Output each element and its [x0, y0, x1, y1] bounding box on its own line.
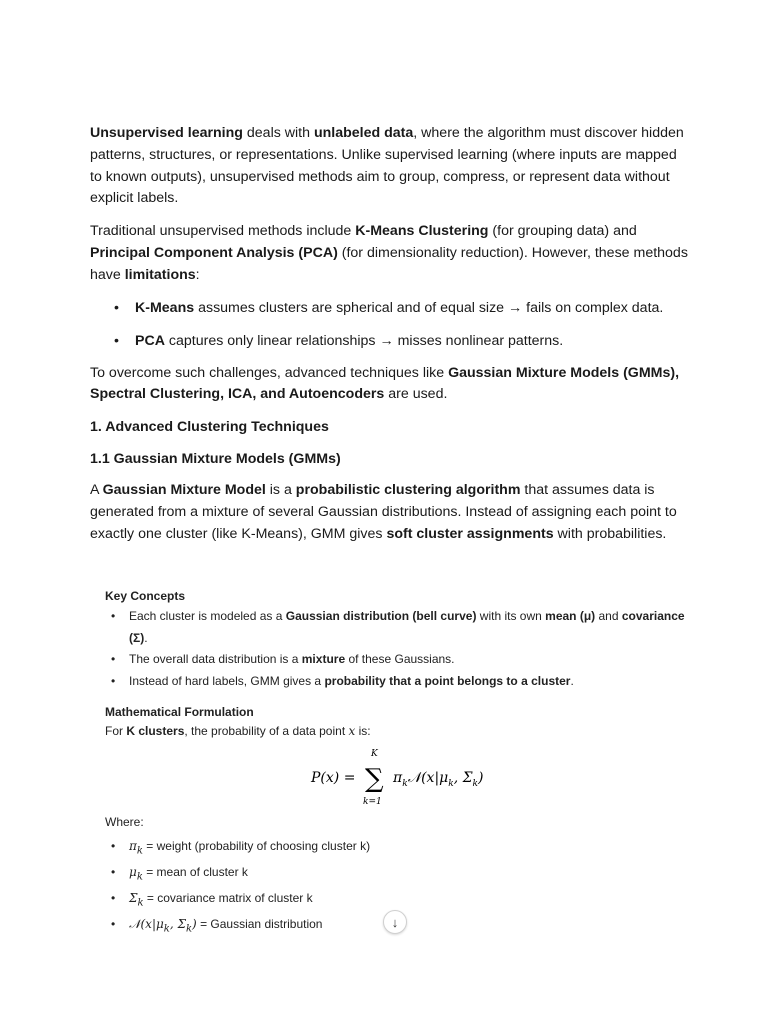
text-run: Each cluster is modeled as a — [129, 609, 286, 623]
bold-term: Gaussian Mixture Models (GMMs), Spectral Clustering, ICA, and Autoencoders — [90, 364, 680, 403]
bullet-icon: • — [111, 839, 116, 853]
embedded-image-content — [105, 588, 685, 940]
where-label: Where: — [105, 815, 144, 829]
math-symbol: μ — [129, 864, 137, 879]
text-run: of these Gaussians. — [345, 652, 455, 666]
text-run: and — [595, 609, 622, 623]
math-symbol: ) — [192, 916, 197, 931]
formula-lhs: P(x) = — [311, 770, 356, 786]
list-item — [90, 330, 690, 352]
text-run: , the probability of a data point — [184, 724, 349, 738]
math-subscript: k — [137, 897, 144, 909]
intro-paragraph-2 — [90, 221, 690, 286]
gmm-formula — [105, 744, 685, 806]
text-run: captures only linear relationships → misses nonlinear patterns. — [164, 332, 564, 349]
text-run: . — [144, 630, 148, 645]
bold-term: K-Means Clustering — [355, 223, 489, 240]
bold-term: K clusters — [126, 724, 185, 738]
bold-term: PCA — [135, 332, 165, 349]
text-run: Instead of hard labels, GMM gives a — [129, 673, 325, 688]
section-heading: 1. Advanced Clustering Techniques — [90, 419, 329, 436]
bold-term: soft cluster assignments — [386, 525, 554, 542]
math-intro-line — [105, 722, 685, 740]
math-formulation-title: Mathematical Formulation — [105, 705, 254, 719]
text-run: For — [105, 724, 127, 738]
bold-term: Principal Component Analysis (PCA) — [90, 244, 338, 261]
bold-term: Gaussian distribution (bell curve) — [285, 609, 477, 623]
bold-term: K-Means — [135, 299, 195, 316]
key-concepts-list — [105, 606, 685, 692]
math-symbol: 𝒩(x|μ — [129, 916, 164, 931]
math-subscript: k — [163, 923, 170, 935]
text-run: are used. — [384, 386, 448, 403]
bullet-icon: • — [111, 864, 116, 879]
bold-term: covariance — [621, 609, 685, 623]
formula-rhs: $\pi_k𝒩(x|\mu_k$, $\Sigma_k$) — [393, 770, 484, 789]
text-run: = mean of cluster k — [142, 864, 248, 879]
intro-paragraph-1 — [90, 123, 690, 210]
document-body — [90, 123, 690, 546]
subsection-heading: 1.1 Gaussian Mixture Models (GMMs) — [90, 451, 341, 468]
text-run: (for dimensionality reduction). However, these methods have — [90, 244, 688, 283]
intro-paragraph-3 — [90, 363, 690, 407]
bold-term: Unsupervised learning — [90, 125, 243, 141]
bold-term: mixture — [301, 652, 346, 666]
bold-term: probabilistic clustering algorithm — [295, 482, 521, 499]
bold-term: unlabeled data — [313, 125, 414, 141]
text-run: (for grouping data) and — [488, 223, 637, 240]
text-run: that assumes data is generated from a mixture of several Gaussian distributions. Instead of assigning each point to exactly one cluster (like K-Means), GMM gives — [90, 482, 677, 542]
bold-term: Gaussian Mixture Model — [102, 482, 266, 499]
key-concepts-title: Key Concepts — [105, 589, 186, 603]
bold-term: (Σ) — [129, 630, 145, 645]
text-run: is a — [265, 482, 296, 499]
bullet-icon: • — [114, 332, 119, 349]
sum-lower-limit: k=1 — [363, 797, 382, 806]
text-run: , where the algorithm must discover hidden patterns, structures, or representations. Unlike supervised learning (where inputs are mapped to known outputs), unsupervised methods aim to group, compress, or represent data without explicit labels. — [90, 125, 684, 207]
math-symbol: , Σ — [169, 916, 186, 931]
text-run: The overall data distribution is a — [129, 652, 302, 666]
math-variable: x — [348, 724, 356, 738]
list-item — [105, 649, 685, 671]
scroll-down-button[interactable] — [383, 910, 407, 934]
formula-graphic — [305, 744, 505, 806]
list-item — [105, 862, 685, 888]
text-run: To overcome such challenges, advanced techniques like — [90, 364, 449, 381]
text-run: deals with — [242, 125, 314, 141]
arrow-down-icon: ↓ — [391, 914, 399, 930]
text-run: with its own — [476, 609, 546, 623]
text-run: = weight (probability of choosing cluster k) — [142, 839, 371, 853]
bold-term: limitations — [124, 266, 196, 283]
bullet-icon: • — [111, 890, 116, 905]
list-item — [105, 836, 685, 862]
list-item — [105, 671, 685, 693]
bold-term: mean (μ) — [545, 609, 596, 623]
text-run: Traditional unsupervised methods include — [90, 223, 356, 240]
text-run: = Gaussian distribution — [196, 916, 323, 931]
text-run: . — [570, 673, 574, 688]
gmm-paragraph — [90, 480, 690, 545]
bold-term: probability that a point belongs to a cluster — [324, 673, 571, 688]
text-run: : — [195, 266, 200, 283]
bullet-icon: • — [111, 916, 116, 931]
text-run: assumes clusters are spherical and of equal size → fails on complex data. — [194, 299, 664, 316]
bullet-icon: • — [114, 299, 119, 316]
math-subscript: k — [136, 845, 143, 857]
list-item — [105, 606, 685, 649]
list-item — [90, 297, 690, 319]
summation-icon: ∑ — [365, 764, 384, 794]
limitations-list — [90, 297, 690, 352]
bullet-icon: • — [111, 609, 116, 623]
bullet-icon: • — [111, 673, 116, 688]
text-run: = covariance matrix of cluster k — [143, 890, 313, 905]
text-run: is: — [355, 724, 371, 738]
bullet-icon: • — [111, 652, 116, 666]
text-run: with probabilities. — [553, 525, 667, 542]
sum-upper-limit: K — [371, 749, 378, 759]
text-run: A — [90, 482, 103, 499]
math-subscript: k — [136, 871, 143, 883]
math-symbol: π — [129, 839, 137, 853]
math-symbol: Σ — [129, 890, 138, 905]
math-subscript: k — [185, 923, 193, 935]
